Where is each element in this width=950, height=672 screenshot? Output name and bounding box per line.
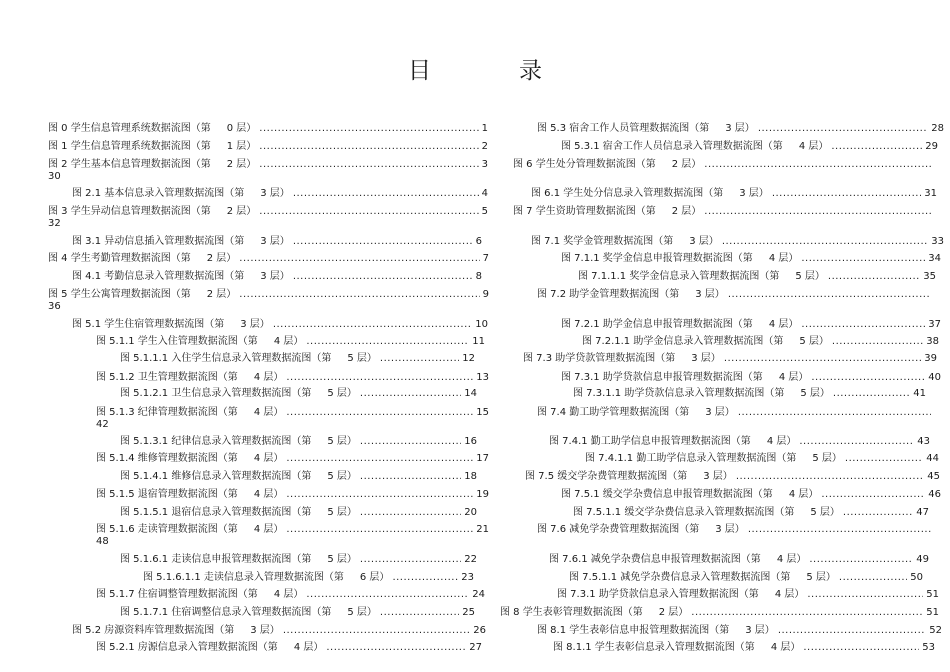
- toc-entry[interactable]: 图 8.1.1 学生表彰信息录入管理数据流图（第 4 层） ..... 53: [553, 641, 935, 654]
- toc-entry[interactable]: 图 2.1 基本信息录入管理数据流图（第 3 层） ..... 4: [72, 187, 488, 200]
- toc-entry[interactable]: 图 5.1 学生住宿管理数据流图（第 3 层） ..... 10: [72, 318, 488, 331]
- toc-entry[interactable]: 图 7.2.1 助学金信息申报管理数据流图（第 4 层） ..... 37: [561, 318, 941, 331]
- toc-entry[interactable]: 图 7.4 勤工助学管理数据流图（第 3 层） .....: [537, 406, 934, 419]
- toc-entry[interactable]: 图 5.1.3.1 纪律信息录入管理数据流图（第 5 层） ..... 16: [120, 435, 477, 448]
- toc-entry[interactable]: 图 7.1.1.1 奖学金信息录入管理数据流图（第 5 层） ..... 35: [578, 270, 936, 283]
- toc-entry[interactable]: 图 5.1.4.1 维修信息录入管理数据流图（第 5 层） ..... 18: [120, 470, 477, 483]
- toc-entry[interactable]: 图 7.4.1.1 勤工助学信息录入管理数据流图（第 5 层） ..... 44: [585, 452, 939, 465]
- toc-entry[interactable]: 图 5.1.2.1 卫生信息录入管理数据流图（第 5 层） ..... 14: [120, 387, 477, 400]
- toc-entry[interactable]: 图 4 学生考勤管理数据流图（第 2 层） ..... 7: [48, 252, 489, 265]
- toc-entry[interactable]: 图 5.1.6.1 走读信息申报管理数据流图（第 5 层） ..... 22: [120, 553, 477, 566]
- toc-entry[interactable]: 图 7.5.1 缓交学杂费信息申报管理数据流图（第 4 层） ..... 46: [561, 488, 941, 501]
- title-char-1: 目: [408, 58, 431, 84]
- toc-entry[interactable]: 图 5.1.3 纪律管理数据流图（第 4 层） ..... 15: [96, 406, 489, 419]
- toc-entry[interactable]: 图 7.5 缓交学杂费管理数据流图（第 3 层） ..... 45: [525, 470, 940, 483]
- toc-entry-wrap: 48: [96, 536, 109, 547]
- toc-entry[interactable]: 图 5.1.7 住宿调整管理数据流图（第 4 层） ..... 24: [96, 588, 485, 601]
- toc-entry[interactable]: 图 5.2.1 房源信息录入管理数据流图（第 4 层） ..... 27: [96, 641, 482, 654]
- toc-entry[interactable]: 图 5.3.1 宿舍工作人员信息录入管理数据流图（第 4 层） ..... 29: [561, 140, 938, 153]
- toc-entry[interactable]: 图 8 学生表彰管理数据流图（第 2 层） ..... 51: [500, 606, 939, 619]
- toc-entry-wrap: 30: [48, 171, 61, 182]
- toc-entry[interactable]: 图 7.3.1 助学贷款信息申报管理数据流图（第 4 层） ..... 40: [561, 371, 941, 384]
- toc-entry[interactable]: 图 5.1.1 学生入住管理数据流图（第 4 层） ..... 11: [96, 335, 485, 348]
- toc-entry[interactable]: 图 7.5.1.1 缓交学杂费信息录入管理数据流图（第 5 层） ..... 47: [573, 506, 929, 519]
- toc-entry[interactable]: 图 7.6 减免学杂费管理数据流图（第 3 层） .....: [537, 523, 934, 536]
- toc-entry[interactable]: 图 7.4.1 勤工助学信息申报管理数据流图（第 4 层） ..... 43: [549, 435, 930, 448]
- toc-entry[interactable]: 图 7 学生资助管理数据流图（第 2 层） .....: [513, 205, 934, 218]
- toc-entry[interactable]: 图 2 学生基本信息管理数据流图（第 2 层） ..... 3: [48, 158, 488, 171]
- toc-entry[interactable]: 图 5.1.5 退宿管理数据流图（第 4 层） ..... 19: [96, 488, 489, 501]
- toc-entry-wrap: 42: [96, 419, 109, 430]
- toc-entry[interactable]: 图 6 学生处分管理数据流图（第 2 层） .....: [513, 158, 934, 171]
- title-char-2: 录: [519, 58, 542, 84]
- toc-entry[interactable]: 图 7.3.1 助学贷款信息录入管理数据流图（第 4 层） ..... 51: [557, 588, 939, 601]
- toc-entry[interactable]: 图 8.1 学生表彰信息申报管理数据流图（第 3 层） ..... 52: [537, 624, 942, 637]
- toc-entry[interactable]: 图 5.1.6 走读管理数据流图（第 4 层） ..... 21: [96, 523, 489, 536]
- toc-entry[interactable]: 图 5.1.5.1 退宿信息录入管理数据流图（第 5 层） ..... 20: [120, 506, 477, 519]
- toc-entry[interactable]: 图 5.2 房源资料库管理数据流图（第 3 层） ..... 26: [72, 624, 486, 637]
- toc-entry[interactable]: 图 7.6.1 减免学杂费信息申报管理数据流图（第 4 层） ..... 49: [549, 553, 929, 566]
- toc-entry[interactable]: 图 6.1 学生处分信息录入管理数据流图（第 3 层） ..... 31: [531, 187, 937, 200]
- toc-entry[interactable]: 图 5.1.4 维修管理数据流图（第 4 层） ..... 17: [96, 452, 489, 465]
- toc-entry[interactable]: 图 1 学生信息管理系统数据流图（第 1 层） ..... 2: [48, 140, 488, 153]
- toc-entry[interactable]: 图 3.1 异动信息插入管理数据流图（第 3 层） ..... 6: [72, 235, 482, 248]
- toc-entry[interactable]: 图 7.3.1.1 助学贷款信息录入管理数据流图（第 5 层） ..... 41: [573, 387, 926, 400]
- toc-entry-wrap: 32: [48, 218, 61, 229]
- toc-entry[interactable]: 图 5.3 宿舍工作人员管理数据流图（第 3 层） ..... 28: [537, 122, 944, 135]
- toc-entry[interactable]: 图 5.1.6.1.1 走读信息录入管理数据流图（第 6 层） ..... 23: [143, 571, 474, 584]
- toc-entry[interactable]: 图 5.1.1.1 入住学生信息录入管理数据流图（第 5 层） ..... 12: [120, 352, 475, 365]
- toc-entry[interactable]: 图 7.2.1.1 助学金信息录入管理数据流图（第 5 层） ..... 38: [582, 335, 939, 348]
- toc-entry[interactable]: 图 7.3 助学贷款管理数据流图（第 3 层） ..... 39: [523, 352, 937, 365]
- toc-entry[interactable]: 图 5 学生公寓管理数据流图（第 2 层） ..... 9: [48, 288, 489, 301]
- toc-entry[interactable]: 图 3 学生异动信息管理数据流图（第 2 层） ..... 5: [48, 205, 488, 218]
- toc-entry[interactable]: 图 5.1.7.1 住宿调整信息录入管理数据流图（第 5 层） ..... 25: [120, 606, 475, 619]
- toc-entry[interactable]: 图 7.2 助学金管理数据流图（第 3 层） .....: [537, 288, 934, 301]
- toc-entry[interactable]: 图 7.5.1.1 减免学杂费信息录入管理数据流图（第 5 层） ..... 50: [569, 571, 923, 584]
- toc-entry[interactable]: 图 5.1.2 卫生管理数据流图（第 4 层） ..... 13: [96, 371, 489, 384]
- toc-entry[interactable]: 图 0 学生信息管理系统数据流图（第 0 层） ..... 1: [48, 122, 488, 135]
- toc-entry[interactable]: 图 4.1 考勤信息录入管理数据流图（第 3 层） ..... 8: [72, 270, 482, 283]
- toc-entry[interactable]: 图 7.1.1 奖学金信息申报管理数据流图（第 4 层） ..... 34: [561, 252, 941, 265]
- page-title: [0, 52, 950, 85]
- toc-entry[interactable]: 图 7.1 奖学金管理数据流图（第 3 层） ..... 33: [531, 235, 944, 248]
- toc-entry-wrap: 36: [48, 301, 61, 312]
